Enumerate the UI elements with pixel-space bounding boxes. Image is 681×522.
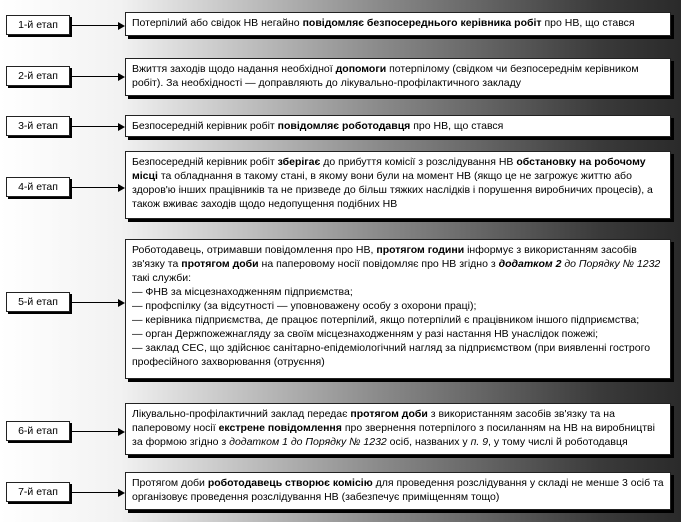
stage-description-3: [125, 115, 671, 137]
arrow-line: [72, 126, 118, 127]
stage-label-4: 4-й етап: [6, 177, 70, 197]
text-segment: обстановку на робочому місці: [132, 156, 646, 182]
arrow-line: [72, 492, 118, 493]
stage-description-6: [125, 403, 671, 455]
arrow-right-icon: [118, 73, 125, 81]
text-segment: протягом години: [376, 244, 465, 256]
text-segment: — профспілку (за відсутності — уповноважену особу з охорони праці);: [132, 300, 477, 312]
text-segment: потерпілому (свідком чи безпосереднім керівником робіт). За необхідності — доправляють до лікувально-профілактичного закладу: [132, 63, 639, 89]
text-segment: Вжиття заходів щодо надання необхідної: [132, 63, 336, 75]
arrow-line: [72, 76, 118, 77]
text-segment: — ФНВ за місцезнаходженням підприємства;: [132, 286, 353, 298]
text-segment: інформує з використанням засобів зв'язку та: [132, 244, 637, 270]
stage-description-4: [125, 151, 671, 219]
arrow-line: [72, 25, 118, 26]
arrow-line: [72, 431, 118, 432]
arrow-right-icon: [118, 184, 125, 192]
stage-label-6: 6-й етап: [6, 421, 70, 441]
stage-description-7: [125, 472, 671, 510]
text-segment: до Порядку № 1232: [561, 258, 661, 270]
text-segment: до прибуття комісії з розслідування НВ: [320, 156, 517, 168]
text-segment: — орган Держпожежнагляду за своїм місцезнаходженням у разі настання НВ унаслідок пожежі;: [132, 328, 599, 340]
text-segment: — керівника підприємства, де працює потерпілий, якщо потерпілий є працівником іншого підприємства;: [132, 314, 640, 326]
stage-label-1: 1-й етап: [6, 15, 70, 35]
arrow-right-icon: [118, 22, 125, 30]
text-segment: Потерпілий або свідок НВ негайно: [132, 17, 303, 29]
arrow-right-icon: [118, 428, 125, 436]
arrow-line: [72, 187, 118, 188]
text-segment: про звернення потерпілого з посиланням на НВ на виробництві за формою згідно з: [132, 422, 655, 448]
text-segment: про НВ, що стався: [541, 17, 635, 29]
arrow-line: [72, 302, 118, 303]
text-segment: Протягом доби: [132, 477, 208, 489]
arrow-right-icon: [118, 123, 125, 131]
text-segment: Лікувально-профілактичний заклад передає: [132, 408, 351, 420]
stage-description-2: [125, 58, 671, 96]
text-segment: додатком 1 до Порядку № 1232: [229, 436, 387, 448]
text-segment: — заклад СЕС, що здійснює санітарно-епідеміологічний нагляд за підприємством (при виявленні гострого професійного захворювання (отруєння): [132, 342, 651, 368]
stage-description-5: [125, 239, 671, 379]
text-segment: допомоги: [335, 63, 387, 75]
text-segment: повідомляє безпосереднього керівника робіт: [302, 17, 542, 29]
text-segment: з використанням засобів зв'язку та на паперовому носії: [132, 408, 615, 434]
text-segment: , у тому числі й роботодавця: [488, 436, 628, 448]
text-segment: Роботодавець, отримавши повідомлення про НВ,: [132, 244, 377, 256]
text-segment: додатком 2: [498, 258, 562, 270]
text-segment: протягом доби: [181, 258, 259, 270]
stage-label-3: 3-й етап: [6, 116, 70, 136]
arrow-right-icon: [118, 299, 125, 307]
text-segment: зберігає: [277, 156, 321, 168]
text-segment: для проведення розслідування у складі не менше 3 осіб та організовує проведення розслідування НВ (забезпечує приміщенням тощо): [132, 477, 664, 503]
text-segment: п. 9: [470, 436, 489, 448]
stage-label-2: 2-й етап: [6, 66, 70, 86]
stage-label-7: 7-й етап: [6, 482, 70, 502]
text-segment: протягом доби: [350, 408, 428, 420]
text-segment: про НВ, що стався: [410, 120, 504, 132]
stage-description-1: [125, 12, 671, 36]
text-segment: та обладнання в такому стані, в якому вони були на момент НВ (якщо це не загрожує життю або здоров'ю інших працівників та не призведе до більш тяжких наслідків і порушення виробничих процесів), а також вживає заходів щодо недопущення подібних НВ: [132, 170, 653, 210]
arrow-right-icon: [118, 489, 125, 497]
text-segment: роботодавець створює комісію: [207, 477, 373, 489]
text-segment: Безпосередній керівник робіт: [132, 120, 278, 132]
text-segment: осіб, названих у: [386, 436, 471, 448]
text-segment: такі служби:: [132, 272, 192, 284]
text-segment: на паперовому носії повідомляє про НВ згідно з: [258, 258, 499, 270]
text-segment: повідомляє роботодавця: [277, 120, 411, 132]
text-segment: Безпосередній керівник робіт: [132, 156, 278, 168]
text-segment: екстрене повідомлення: [218, 422, 342, 434]
stage-label-5: 5-й етап: [6, 292, 70, 312]
